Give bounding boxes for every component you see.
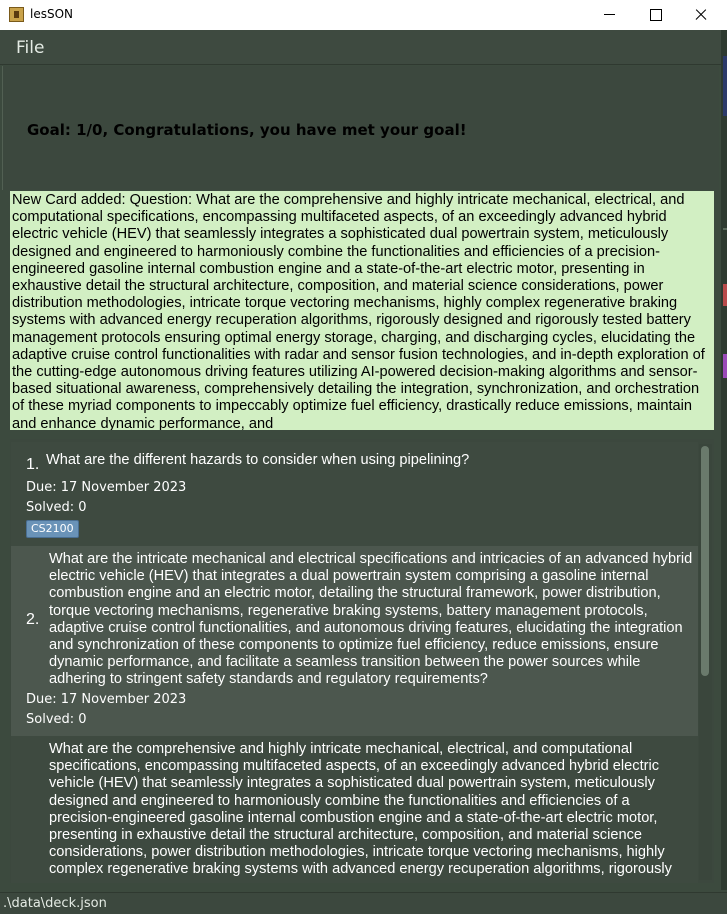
- card-index: 1.: [26, 456, 40, 473]
- app-icon: [9, 7, 24, 22]
- result-text: New Card added: Question: What are the comprehensive and highly intricate mechanical, electrical, and computational specifications, encompassing multifaceted aspects, of an exceedingly advanced hybrid electric vehicle (HEV) that seamlessly integrates a sophisticated dual powertrain system, meticulously designed and engineered to harmoniously combine the functionalities and efficiencies of a precision-engineered gasoline internal combustion engine and a state-of-the-art electric motor, presenting in exhaustive detail the structural architecture, composition, and material science considerations, power distribution methodologies, intricate torque vectoring mechanisms, highly complex regenerative braking systems with advanced energy recuperation algorithms, rigorously designed and rigorously tested battery management protocols ensuring optimal energy storage, charging, and discharging cycles, elucidating the adaptive cruise control functionalities with radar and sensor fusion technologies, and in-depth exploration of the cutting-edge autonomous driving features utilizing AI-powered decision-making algorithms and sensor-based situational awareness, comprehensively detailing the integration, synchronization, and orchestration of these myriad components to impeccably optimize fuel efficiency, drastically reduce emissions, maintain and enhance dynamic performance, and: [12, 192, 705, 430]
- scrollbar-thumb[interactable]: [701, 446, 709, 676]
- card-index: 2.: [26, 611, 40, 628]
- edge-mark: [723, 354, 727, 378]
- title-bar: [0, 0, 727, 30]
- card-list-scrollbar[interactable]: [699, 444, 712, 880]
- card-solved-count: Solved: 0: [26, 500, 87, 515]
- minimize-button[interactable]: [586, 0, 632, 30]
- card-solved-count: Solved: 0: [26, 712, 87, 727]
- edge-mark: [723, 56, 727, 116]
- card-list[interactable]: [10, 439, 714, 883]
- window-edge: [721, 30, 727, 890]
- card-due-date: Due: 17 November 2023: [26, 692, 187, 707]
- goal-panel: [2, 66, 719, 190]
- card-due-date: Due: 17 November 2023: [26, 480, 187, 495]
- card-item[interactable]: [11, 546, 698, 736]
- card-question: What are the comprehensive and highly intricate mechanical, electrical, and computational specifications, encompassing multifaceted aspects, of an exceedingly advanced hybrid electric vehicle (HEV) that seamlessly integrates a sophisticated dual powertrain system, meticulously designed and engineered to harmoniously combine the functionalities and efficiencies of a precision-engineered gasoline internal combustion engine and a state-of-the-art electric motor, presenting in exhaustive detail the structural architecture, composition, and material science considerations, power distribution methodologies, intricate torque vectoring mechanisms, highly complex regenerative braking systems with advanced energy recuperation algorithms, rigorously: [49, 741, 672, 878]
- maximize-button[interactable]: [632, 0, 678, 30]
- edge-mark: [723, 228, 727, 230]
- close-button[interactable]: [678, 0, 724, 30]
- status-bar: [0, 892, 727, 914]
- card-tag: CS2100: [26, 520, 79, 538]
- window-title: lesSON: [30, 7, 74, 21]
- card-item[interactable]: [11, 736, 698, 883]
- edge-mark: [723, 284, 727, 306]
- menu-bar: [0, 30, 727, 65]
- card-question: What are the different hazards to consider when using pipelining?: [46, 452, 470, 468]
- menu-file[interactable]: File: [16, 38, 45, 58]
- card-item[interactable]: [11, 442, 698, 546]
- card-question: What are the intricate mechanical and electrical specifications and intricacies of an advanced hybrid electric vehicle (HEV) that integrates a dual powertrain system comprising a gasoline internal combustion engine and an electric motor, detailing the structural framework, power distribution, torque vectoring mechanisms, regenerative braking systems, battery management protocols, adaptive cruise control functionalities, and autonomous driving features, elucidating the integration and synchronization of these components to optimize fuel efficiency, reduce emissions, ensure dynamic performance, and facilitate a seamless transition between the power sources while adhering to stringent safety standards and regulatory requirements?: [49, 551, 693, 688]
- result-display[interactable]: [10, 191, 714, 430]
- status-file-path: .\data\deck.json: [3, 896, 107, 911]
- goal-text: Goal: 1/0, Congratulations, you have met your goal!: [27, 121, 467, 139]
